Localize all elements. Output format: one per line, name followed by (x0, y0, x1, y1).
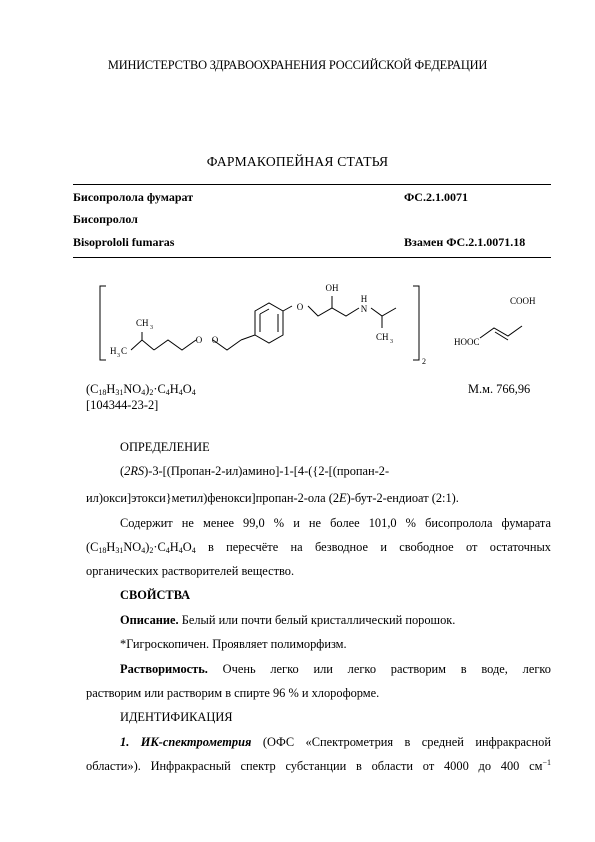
ir-line-2: области»). Инфракрасный спектр субстанции в области от 4000 до 400 $см^{-1}$ (86, 758, 551, 773)
definition-line-2: ил)окси]этокси}метил)фенокси]пропан-2-ола (2E)-бут-2-ендиоат (2:1). (86, 491, 459, 505)
svg-text:C: C (121, 346, 128, 356)
molecular-formula: $(C_{18}H_{31}NO_4)_2\cdot C_4H_4O_4$ (86, 382, 196, 397)
header-rule-top (73, 184, 551, 185)
ether-o-label-1: O (195, 335, 203, 345)
article-title: ФАРМАКОПЕЙНАЯ СТАТЬЯ (206, 154, 389, 169)
svg-text:3: 3 (390, 339, 393, 345)
nh-h-label: H (360, 294, 368, 304)
svg-text:3: 3 (117, 353, 120, 359)
solubility-line-1: Растворимость. Очень легко или легко растворим в воде, легко (120, 662, 551, 676)
cas-number: [104344-23-2] (86, 398, 159, 412)
description-line: Описание. Белый или почти белый кристаллический порошок. (120, 613, 456, 627)
structural-formula (96, 278, 566, 373)
identification-heading: ИДЕНТИФИКАЦИЯ (120, 710, 233, 724)
definition-heading: ОПРЕДЕЛЕНИЕ (120, 440, 210, 454)
content-line-3: органических растворителей вещество. (86, 564, 295, 578)
substance-name-alt: Бисопролол (73, 212, 138, 226)
molar-mass: М.м. 766,96 (468, 382, 531, 396)
replaces-code: Взамен ФС.2.1.0071.18 (404, 235, 526, 249)
header-rule-bottom (73, 257, 551, 258)
n-label: N (360, 304, 368, 314)
ether-o-label-2: O (211, 335, 219, 345)
h3c-label (110, 346, 127, 359)
svg-text:CH: CH (376, 332, 389, 342)
svg-text:CH: CH (136, 318, 149, 328)
cooh-label: COOH (510, 296, 536, 306)
svg-text:H: H (110, 346, 117, 356)
content-line-1: Содержит не менее 99,0 % и не более 101,0 % бисопролола фумарата (120, 516, 551, 530)
ir-line-1: 1. ИК-спектрометрия (ОФС «Спектрометрия в средней инфракрасной (120, 735, 551, 749)
substance-name-ru: Бисопролола фумарат (73, 190, 194, 204)
hooc-label: HOOC (454, 337, 480, 347)
substance-name-latin: Bisoprololi fumaras (73, 235, 175, 249)
solubility-line-2: растворим или растворим в спирте 96 % и хлороформе. (86, 686, 380, 700)
content-line-2: $(C_{18}H_{31}NO_4)_2\cdot C_4H_4O_4$ в пересчёте на безводное и свободное от остаточных (86, 540, 551, 555)
fs-code: ФС.2.1.0071 (404, 190, 468, 204)
definition-line-1: (2RS)-3-[(Пропан-2-ил)амино]-1-[4-({2-[(пропан-2- (120, 464, 390, 478)
properties-heading: СВОЙСТВА (120, 588, 191, 602)
bracket-count: 2 (422, 357, 426, 366)
phenoxy-o-label: O (296, 302, 304, 312)
ch3-right-label (376, 332, 393, 345)
ch3-top-label (136, 318, 153, 331)
oh-label: OH (325, 283, 339, 293)
hygroscopic-note: *Гигроскопичен. Проявляет полиморфизм. (120, 637, 347, 651)
ministry-title: МИНИСТЕРСТВО ЗДРАВООХРАНЕНИЯ РОССИЙСКОЙ ФЕДЕРАЦИИ (107, 58, 488, 72)
svg-text:3: 3 (150, 325, 153, 331)
